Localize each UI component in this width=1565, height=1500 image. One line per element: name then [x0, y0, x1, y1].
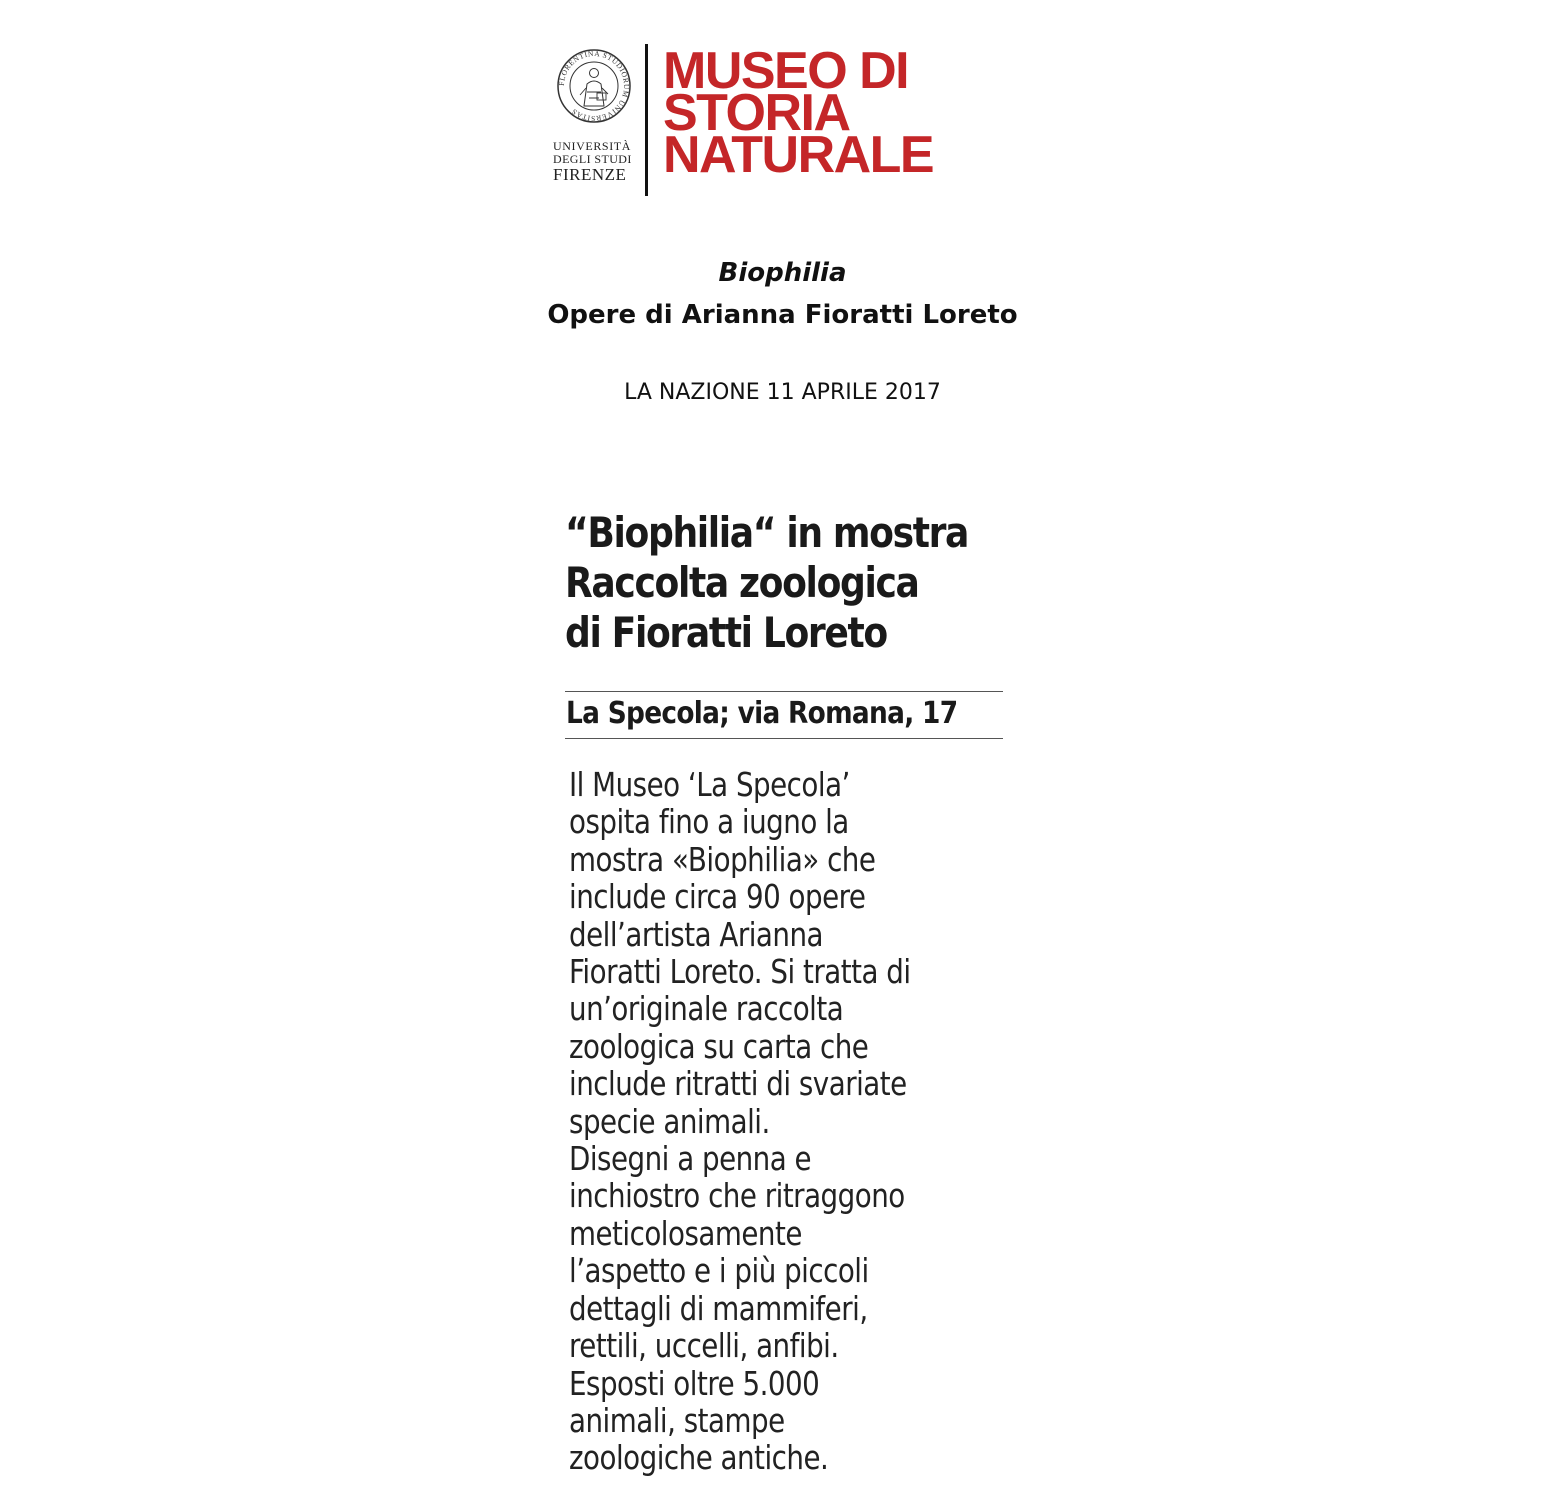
body-line: Fioratti Loreto. Si tratta di	[569, 952, 911, 992]
museum-name-line-3: NATURALE	[663, 126, 934, 184]
museum-name-line-2: STORIA	[663, 84, 850, 142]
museum-name-line-1: MUSEO DI	[663, 42, 909, 100]
body-line: Disegni a penna e	[569, 1139, 812, 1179]
university-line-2: DEGLI STUDI	[553, 152, 632, 166]
body-line: meticolosamente	[569, 1213, 802, 1253]
logo-divider	[645, 44, 648, 196]
body-line: zoologica su carta che	[569, 1026, 869, 1066]
body-line: Il Museo ‘La Specola’	[569, 765, 850, 804]
headline-line-2: Raccolta zoologica	[565, 558, 919, 607]
body-line: Esposti oltre 5.000	[569, 1363, 820, 1403]
exhibition-heading	[0, 252, 1565, 336]
body-line: inchiostro che ritraggono	[569, 1176, 905, 1216]
article-body	[569, 766, 1006, 1477]
exhibition-subtitle: Opere di Arianna Fioratti Loreto	[547, 300, 1018, 330]
article-headline	[565, 508, 969, 658]
body-line: zoologiche antiche.	[569, 1438, 829, 1478]
body-line: rettili, uccelli, anfibi.	[569, 1326, 839, 1366]
body-line: include ritratti di svariate	[569, 1064, 907, 1104]
article-address: La Specola; via Romana, 17	[566, 696, 958, 731]
body-line: dettagli di mammiferi,	[569, 1288, 868, 1328]
body-line: specie animali.	[569, 1101, 770, 1141]
body-line: mostra «Biophilia» che	[569, 839, 876, 879]
body-line: ospita fino a iugno la	[569, 802, 849, 842]
university-line-1: UNIVERSITÀ	[553, 139, 631, 153]
body-line: animali, stampe	[569, 1400, 785, 1440]
svg-text:FLORENTINA STUDIORUM UNIVERSIT: FLORENTINA STUDIORUM UNIVERSITAS	[556, 48, 632, 124]
exhibition-title: Biophilia	[718, 258, 847, 288]
headline-line-3: di Fioratti Loreto	[565, 608, 887, 657]
university-name	[553, 140, 639, 184]
newspaper-clipping	[565, 508, 1005, 1478]
museum-logo	[553, 44, 973, 196]
museum-name	[663, 42, 934, 184]
body-line: include circa 90 opere	[569, 877, 866, 917]
headline-line-1: “Biophilia“ in mostra	[565, 508, 969, 557]
university-line-3: FIRENZE	[553, 165, 627, 184]
body-line: dell’artista Arianna	[569, 914, 824, 954]
university-seal-icon	[556, 48, 632, 124]
body-line: l’aspetto e i più piccoli	[569, 1251, 869, 1291]
press-source: LA NAZIONE 11 APRILE 2017	[624, 380, 941, 405]
address-bar	[565, 691, 1003, 739]
body-line: un’originale raccolta	[569, 989, 844, 1029]
